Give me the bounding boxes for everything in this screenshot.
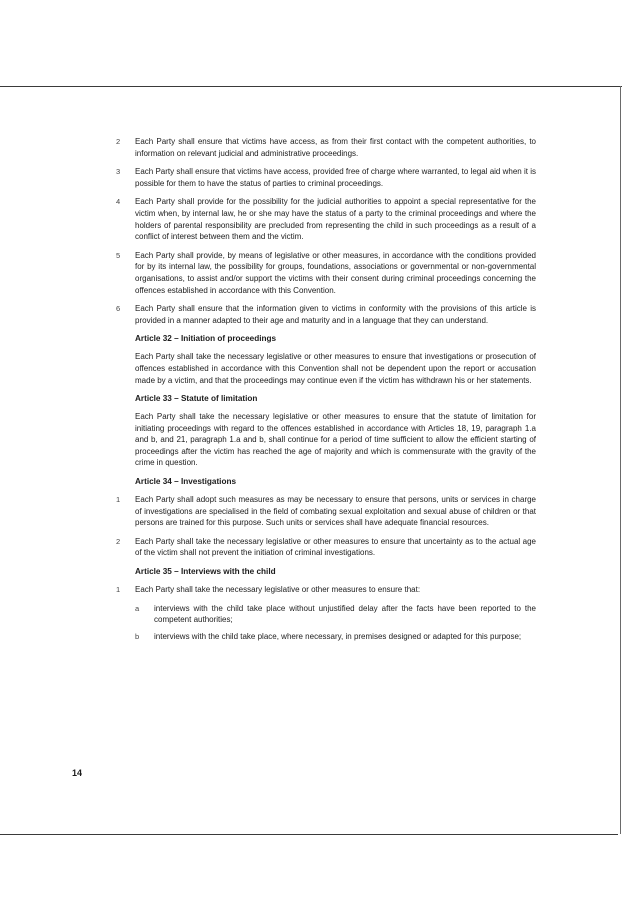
article-35-heading: Article 35 – Interviews with the child <box>135 567 276 577</box>
article-32-heading: Article 32 – Initiation of proceedings <box>135 334 277 344</box>
article-33-text: Each Party shall take the necessary legislative or other measures to ensure that the statute of limitation for initiating proceedings with regard to the offences established in accordance with Articles 18, 19, paragraph 1.a and b, and 21, paragraph 1.a and b, shall continue for a period of time sufficient to allow the efficient starting of proceedings after the victim has reached the age of majority and which is commensurate with the gravity of the crime in question. <box>135 412 536 468</box>
paragraph-number: 1 <box>116 585 121 595</box>
scan-border-bottom <box>0 834 618 835</box>
paragraph-3 <box>116 166 536 189</box>
article-32-text: Each Party shall take the necessary legislative or other measures to ensure that investigations or prosecution of offences established in accordance with this Convention shall not be dependent upon the report or accusation made by a victim, and that the proceedings may continue even if the victim has withdrawn his or her statements. <box>135 352 536 385</box>
paragraph-text: Each Party shall ensure that the information given to victims in conformity with the provisions of this article is provided in a manner adapted to their age and maturity and in a language that they can understand. <box>135 304 536 325</box>
page-body <box>116 136 536 647</box>
paragraph-text: Each Party shall provide for the possibility for the judicial authorities to appoint a special representative for the victim when, by internal law, he or she may have the status of a party to the criminal proceedings and where the holders of parental responsibility are precluded from representing the child in such proceedings as a result of a conflict of interest between them and the victim. <box>135 197 536 242</box>
item-letter: a <box>135 603 140 613</box>
paragraph-text: Each Party shall ensure that victims have access, as from their first contact with the competent authorities, to information on relevant judicial and administrative proceedings. <box>135 137 536 158</box>
paragraph-text: Each Party shall take the necessary legislative or other measures to ensure that: <box>135 585 421 595</box>
article-35-paragraph-1 <box>116 584 536 596</box>
paragraph-number: 5 <box>116 250 121 260</box>
article-34-paragraph-2 <box>116 536 536 559</box>
paragraph-text: Each Party shall provide, by means of legislative or other measures, in accordance with the conditions provided for by its internal law, the possibility for groups, foundations, associations or governmental or non-governmental organisations, to assist and/or support the victims with their consent during criminal proceedings concerning the offences established in accordance with this Convention. <box>135 250 536 295</box>
paragraph-number: 2 <box>116 536 121 546</box>
paragraph-6 <box>116 303 536 326</box>
paragraph-number: 3 <box>116 167 121 177</box>
paragraph-number: 1 <box>116 495 121 505</box>
article-34-paragraph-1 <box>116 494 536 529</box>
article-33-heading: Article 33 – Statute of limitation <box>135 394 258 404</box>
article-35-item-b <box>116 631 536 643</box>
paragraph-number: 6 <box>116 304 121 314</box>
paragraph-text: Each Party shall adopt such measures as may be necessary to ensure that persons, units or services in charge of investigations are specialised in the field of combating sexual exploitation and sexual abuse of children or that persons are trained for this purpose. Such units or services shall have adequate financial resources. <box>135 495 536 528</box>
page-number: 14 <box>72 768 83 778</box>
paragraph-4 <box>116 196 536 242</box>
item-text: interviews with the child take place, where necessary, in premises designed or adapted for this purpose; <box>154 631 522 641</box>
article-34-heading: Article 34 – Investigations <box>135 477 237 487</box>
scan-border-right <box>620 86 621 834</box>
paragraph-5 <box>116 250 536 296</box>
paragraph-number: 2 <box>116 137 121 146</box>
item-letter: b <box>135 631 140 641</box>
item-text: interviews with the child take place without unjustified delay after the facts have been reported to the competent authorities; <box>154 603 536 625</box>
paragraph-text: Each Party shall ensure that victims have access, provided free of charge where warranted, to legal aid when it is possible for them to have the status of parties to criminal proceedings. <box>135 167 536 188</box>
paragraph-2 <box>116 136 536 159</box>
paragraph-text: Each Party shall take the necessary legislative or other measures to ensure that uncertainty as to the actual age of the victim shall not prevent the initiation of criminal investigations. <box>135 536 536 558</box>
scan-border-top <box>0 86 622 87</box>
article-35-item-a <box>116 603 536 626</box>
paragraph-number: 4 <box>116 197 121 207</box>
